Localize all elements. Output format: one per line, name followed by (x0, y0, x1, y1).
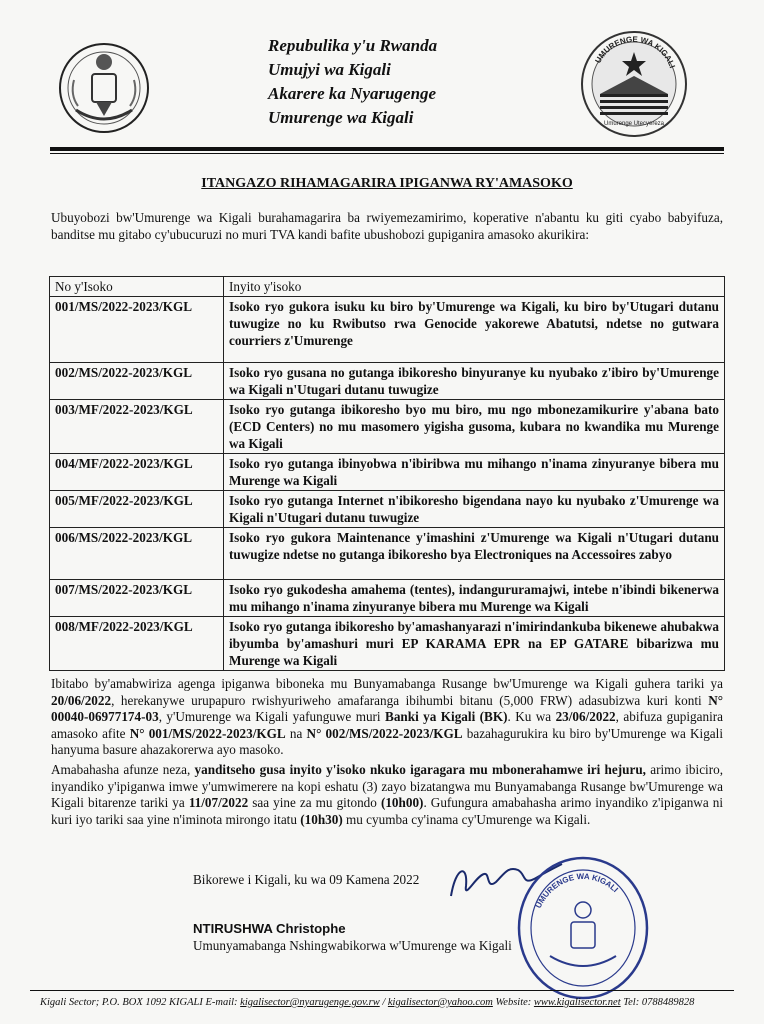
table-header-row (50, 277, 725, 297)
email-link-2[interactable]: kigalisector@yahoo.com (387, 997, 493, 1008)
signatory-name: NTIRUSHWA Christophe (193, 921, 346, 936)
opening-time: (10h30) (300, 811, 343, 827)
tender-table (49, 276, 725, 671)
tender-description: Isoko ryo gukora Maintenance y'imashini z'Umurenge wa Kigali n'Utugari dutanu tuwugize ndetse no gutanga ibikoresho bya Electroniques na Accessoires zabyo (224, 528, 725, 580)
column-header-number: No y'Isoko (50, 277, 224, 297)
tender-description: Isoko ryo gusana no gutanga ibikoresho binyuranye ku nyubako z'ibiro by'Umurenge wa Kigali n'Utugari dutanu tuwugize (224, 363, 725, 400)
tender-number: 001/MS/2022-2023/KGL (50, 297, 224, 363)
tender-number: 004/MF/2022-2023/KGL (50, 454, 224, 491)
header-line-city: Umujyi wa Kigali (268, 60, 391, 79)
tender-description: Isoko ryo gutanga ibinyobwa n'ibiribwa mu mihango n'inama zinyuranye bibera mu Murenge wa Kigali (224, 454, 725, 491)
tender-description: Isoko ryo gutanga ibikoresho byo mu biro, mu ngo mbonezamikurire y'abana bato (ECD Centers) no mu masomero yigisha gusoma, kubara no kwandika mu Murenge wa Kigali (224, 400, 725, 454)
tender-description: Isoko ryo gutanga Internet n'ibikoresho bigendana nayo ku nyubako z'Umurenge wa Kigali n'Utugari dutanu tuwugize (224, 491, 725, 528)
table-row (50, 491, 725, 528)
conditions-paragraph: Ibitabo by'amabwiriza agenga ipiganwa biboneka mu Bunyamabanga Rusange bw'Umurenge wa Kigali guhera tariki ya 20/06/2022, herekanywe urupapuro rwishyuriweho amafaranga ibihumbi bitanu (5,000 FRW) adasubizwa kuri konti N° 00040-06977174-03, y'Umurenge wa Kigali yafunguwe muri Banki ya Kigali (BK). Ku wa 23/06/2022, abifuza gupiganira amasoko afite N° 001/MS/2022-2023/KGL na N° 002/MS/2022-2023/KGL bazahagurukira ku biro by'Umurenge wa Kigali hanyuma basure ahazakorerwa ayo masoko. (51, 676, 724, 758)
page-title: ITANGAZO RIHAMAGARIRA IPIGANWA RY'AMASOKO (201, 176, 573, 191)
submission-paragraph: Amabahasha afunze neza, yanditseho gusa inyito y'isoko nkuko igaragara mu mbonerahamwe iri hejuru, arimo ibiciro, inyandiko y'ipiganwa imwe y'umwimerere na kopi eshatu (3) zayo bizatangwa mu Bunyamabanga Rusange bw'Umurenge wa Kigali bitarenze tariki ya 11/07/2022 saa yine za mu gitondo (10h00). Gufungura amabahasha arimo inyandiko z'ipiganwa ni kuri iyo tariki saa yine n'iminota mirongo itatu (10h30) mu cyumba cy'inama cy'Umurenge wa Kigali. (51, 762, 723, 827)
email-link-1[interactable]: kigalisector@nyarugenge.gov.rw (240, 997, 380, 1008)
tender-number: 008/MF/2022-2023/KGL (50, 617, 224, 671)
website-link[interactable]: www.kigalisector.net (533, 997, 621, 1008)
place-date: Bikorewe i Kigali, ku wa 09 Kamena 2022 (193, 872, 420, 887)
table-row (50, 454, 725, 491)
intro-paragraph: Ubuyobozi bw'Umurenge wa Kigali burahamagarira ba rwiyemezamirimo, koperative n'abantu ku giti cyabo babyifuza, banditse mu gitabo cy'ubucuruzi no muri TVA kandi bafite ubushobozi gupiganira amasoko akurikira: (51, 210, 723, 242)
tender-ref-1: N° 001/MS/2022-2023/KGL (129, 725, 286, 741)
sector-seal-icon (578, 28, 690, 138)
seal-motto: Umurenge Utecyereza (603, 121, 665, 127)
header-line-district: Akarere ka Nyarugenge (268, 84, 437, 103)
tender-description: Isoko ryo gutanga ibikoresho by'amashanyarazi n'imirindankuba bikenewe ahubakwa ibyumba by'amashuri muri EP KARAMA EPR na EP GATARE bibarizwa mu Murenge wa Kigali (224, 617, 725, 671)
table-row (50, 617, 725, 671)
tender-number: 006/MS/2022-2023/KGL (50, 528, 224, 580)
tender-description: Isoko ryo gukora isuku ku biro by'Umurenge wa Kigali, ku biro by'Utugari dutanu tuwugize no ku Rwibutso rwa Genocide yakorewe Abatutsi, ndetse no gutwara courriers z'Umurenge (224, 297, 725, 363)
bank-name: Banki ya Kigali (BK) (385, 709, 508, 725)
table-row (50, 400, 725, 454)
tender-number: 003/MF/2022-2023/KGL (50, 400, 224, 454)
stamp-text: UMURENGE WA KIGALI (533, 871, 620, 910)
column-header-title: Inyito y'isoko (224, 277, 725, 297)
tender-description: Isoko ryo gukodesha amahema (tentes), indangururamajwi, intebe n'ibindi bikenerwa mu mihango n'inama zinyuranye bibera mu Murenge wa Kigali (224, 580, 725, 617)
deadline-time: (10h00) (380, 795, 424, 811)
header-line-sector: Umurenge wa Kigali (268, 108, 414, 127)
header-titles (268, 34, 528, 130)
header-line-country: Repubulika y'u Rwanda (268, 36, 438, 55)
header-rule-thick (50, 147, 724, 151)
table-row (50, 580, 725, 617)
signatory-role: Umunyamabanga Nshingwabikorwa w'Umurenge wa Kigali (193, 938, 512, 953)
tender-number: 007/MS/2022-2023/KGL (50, 580, 224, 617)
deadline-date: 11/07/2022 (188, 795, 249, 811)
footer-contact: Kigali Sector; P.O. BOX 1092 KIGALI E-mail: kigalisector@nyarugenge.gov.rw / kigalisector@yahoo.com Website: www.kigalisector.net Tel: 0788489828 (40, 997, 695, 1008)
start-date: 20/06/2022 (51, 692, 112, 708)
table-row (50, 363, 725, 400)
tender-ref-2: N° 002/MS/2022-2023/KGL (306, 725, 463, 741)
seal-title: UMURENGE WA KIGALI (593, 34, 677, 70)
official-stamp-icon (514, 852, 652, 1004)
table-row (50, 297, 725, 363)
rwanda-coat-of-arms-icon (56, 40, 152, 136)
tender-number: 005/MF/2022-2023/KGL (50, 491, 224, 528)
site-visit-date: 23/06/2022 (555, 709, 616, 725)
footer-rule (30, 990, 734, 991)
tender-number: 002/MS/2022-2023/KGL (50, 363, 224, 400)
bank-account: N° 00040-06977174-03 (51, 692, 723, 725)
header-rule-thin (50, 153, 724, 154)
table-row (50, 528, 725, 580)
